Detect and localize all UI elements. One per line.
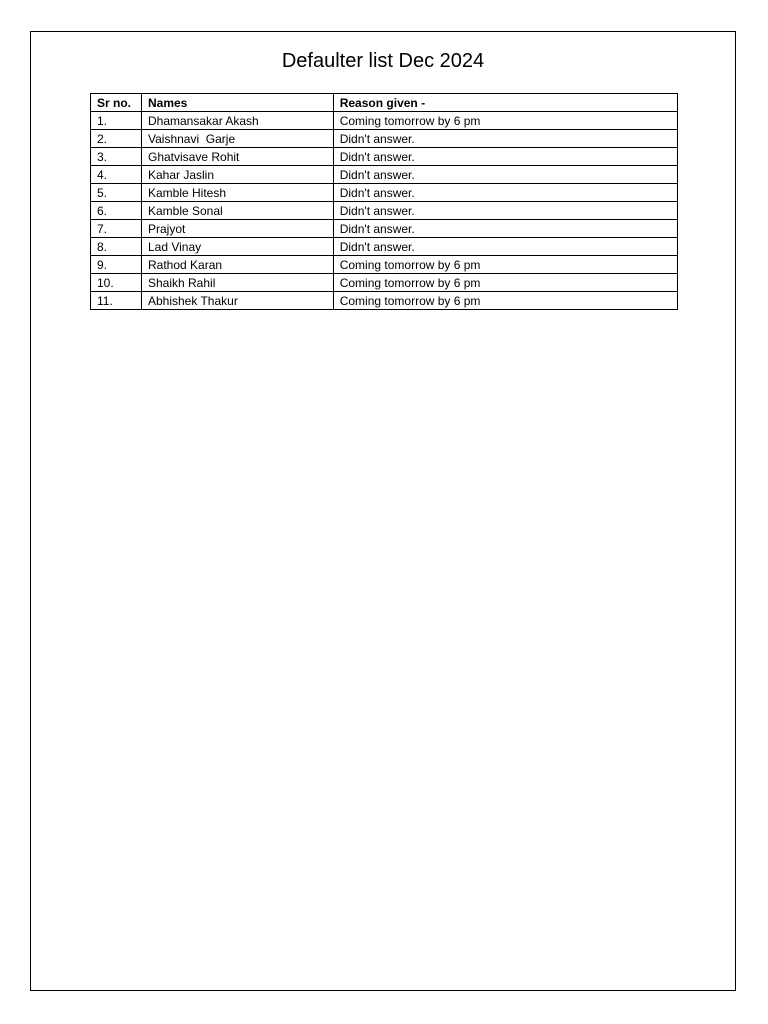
cell-reason: Coming tomorrow by 6 pm bbox=[333, 292, 677, 310]
cell-reason: Coming tomorrow by 6 pm bbox=[333, 256, 677, 274]
table-row bbox=[91, 184, 678, 202]
table-row bbox=[91, 238, 678, 256]
cell-sr-no: 4. bbox=[91, 166, 142, 184]
cell-sr-no: 3. bbox=[91, 148, 142, 166]
cell-name: Abhishek Thakur bbox=[141, 292, 333, 310]
table-row bbox=[91, 148, 678, 166]
cell-name: Kamble Sonal bbox=[141, 202, 333, 220]
cell-sr-no: 1. bbox=[91, 112, 142, 130]
cell-name: Dhamansakar Akash bbox=[141, 112, 333, 130]
table-row bbox=[91, 166, 678, 184]
cell-sr-no: 9. bbox=[91, 256, 142, 274]
document-title: Defaulter list Dec 2024 bbox=[281, 50, 485, 72]
cell-name: Rathod Karan bbox=[141, 256, 333, 274]
cell-name: Vaishnavi Garje bbox=[141, 130, 333, 148]
cell-reason: Coming tomorrow by 6 pm bbox=[333, 112, 677, 130]
cell-reason: Didn't answer. bbox=[333, 238, 677, 256]
cell-reason: Didn't answer. bbox=[333, 220, 677, 238]
table-header-row bbox=[91, 94, 678, 112]
header-reason: Reason given - bbox=[333, 94, 677, 112]
table-row bbox=[91, 256, 678, 274]
cell-reason: Didn't answer. bbox=[333, 184, 677, 202]
cell-name: Lad Vinay bbox=[141, 238, 333, 256]
cell-name: Kahar Jaslin bbox=[141, 166, 333, 184]
cell-sr-no: 6. bbox=[91, 202, 142, 220]
cell-reason: Didn't answer. bbox=[333, 166, 677, 184]
cell-sr-no: 5. bbox=[91, 184, 142, 202]
cell-sr-no: 10. bbox=[91, 274, 142, 292]
header-names: Names bbox=[141, 94, 333, 112]
cell-name: Kamble Hitesh bbox=[141, 184, 333, 202]
cell-name: Shaikh Rahil bbox=[141, 274, 333, 292]
cell-sr-no: 8. bbox=[91, 238, 142, 256]
cell-reason: Didn't answer. bbox=[333, 202, 677, 220]
header-sr-no: Sr no. bbox=[91, 94, 142, 112]
cell-sr-no: 11. bbox=[91, 292, 142, 310]
cell-reason: Coming tomorrow by 6 pm bbox=[333, 274, 677, 292]
cell-sr-no: 7. bbox=[91, 220, 142, 238]
table-row bbox=[91, 130, 678, 148]
table-row bbox=[91, 112, 678, 130]
cell-name: Prajyot bbox=[141, 220, 333, 238]
cell-reason: Didn't answer. bbox=[333, 148, 677, 166]
cell-sr-no: 2. bbox=[91, 130, 142, 148]
table-row bbox=[91, 202, 678, 220]
table-row bbox=[91, 220, 678, 238]
cell-name: Ghatvisave Rohit bbox=[141, 148, 333, 166]
defaulter-table bbox=[90, 93, 678, 310]
table-row bbox=[91, 274, 678, 292]
table-row bbox=[91, 292, 678, 310]
cell-reason: Didn't answer. bbox=[333, 130, 677, 148]
